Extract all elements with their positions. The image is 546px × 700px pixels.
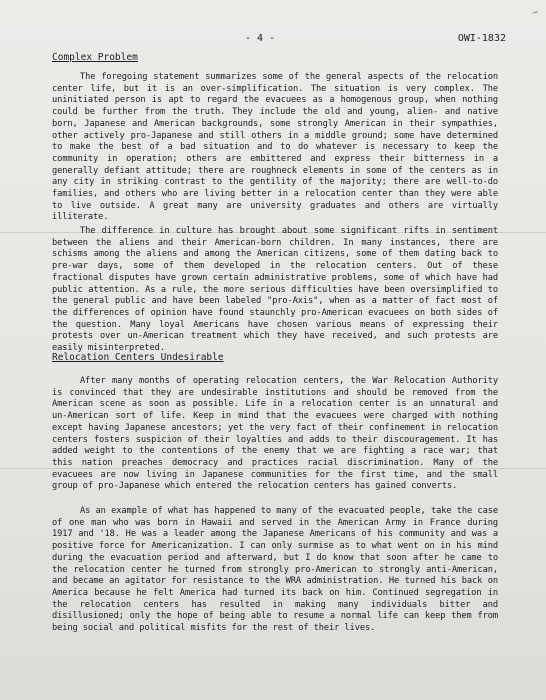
section-heading-relocation-centers-undesirable: Relocation Centers Undesirable: [52, 352, 224, 363]
paragraph-culture-rifts: The difference in culture has brought about some significant rifts in sentiment between the aliens and their American-born children. In many instances, there are schisms among the aliens and among the American citizens, some of them dating back to pre-war days, some of them developed in the relocation centers. Out of these fractional disputes have grown certain administrative problems, some of which have had public attention. As a rule, the more serious difficulties have been oversimplified to the general public and have been labeled "pro-Axis", when as a matter of fact most of the differences of opinion have found staunchly pro-American evacuees on both sides of the question. Many loyal Americans have chosen various means of expressing their protests over un-American treatment which they have received, and such protests are easily misinterpreted.: [52, 226, 498, 354]
section-heading-complex-problem: Complex Problem: [52, 52, 138, 63]
page-header: [0, 33, 546, 47]
paragraph-veteran-example: As an example of what has happened to many of the evacuated people, take the case of one man who was born in Hawaii and served in the American Army in France during 1917 and '18. He was a leader among the Japanese Americans of his community and was a positive force for Americanization. I can only surmise as to what went on in his mind during the evacuation period and afterward, but I do know that soon after he came to the relocation center he turned from strongly pro-American to strongly anti-American, and became an agitator for resistance to the WRA administration. He turned his back on America because he felt America had turned its back on him. Continued segregation in the relocation centers has resulted in making many individuals bitter and disillusioned; only the hope of being able to resume a normal life can keep them from being social and political misfits for the rest of their lives.: [52, 506, 498, 634]
paragraph-evacuee-diversity: The foregoing statement summarizes some of the general aspects of the relocation center life, but it is an over-simplification. The situation is very complex. The uninitiated person is apt to regard the evacuees as a homogenous group, when nothing could be further from the truth. They include the old and young, alien- and native born, Japanese and American backgrounds, some strongly American in their sympathies, other actively pro-Japanese and still others in a middle ground; some have determined to make the best of a bad situation and to do whatever is necessary to keep the community in operation; others are embittered and express their bitterness in a generally defiant attitude; there are roughneck elements in some of the centers as in any city in striking contrast to the gentility of the majority; there are well-to-do families, and others who are living better in a relocation center than they were able to live outside. A great many are university graduates and others are virtually illiterate.: [52, 72, 498, 223]
document-id: OWI-1832: [457, 33, 506, 44]
corner-pencil-mark: ~: [531, 7, 540, 19]
page-number: - 4 -: [245, 33, 276, 44]
paragraph-centers-undesirable: After many months of operating relocation centers, the War Relocation Authority is convinced that they are undesirable institutions and should be removed from the American scene as soon as possible. Life in a relocation center is an unnatural and un-American sort of life. Keep in mind that the evacuees were charged with nothing except having Japanese ancestors; yet the very fact of their confinement in relocation centers fosters suspicion of their loyalties and adds to their discouragement. It has added weight to the contentions of the enemy that we are fighting a race war; that this nation preaches democracy and practices racial discrimination. Many of the evacuees are now living in Japanese communities for the first time, and the small group of pro-Japanese which entered the relocation centers has gained converts.: [52, 376, 498, 492]
